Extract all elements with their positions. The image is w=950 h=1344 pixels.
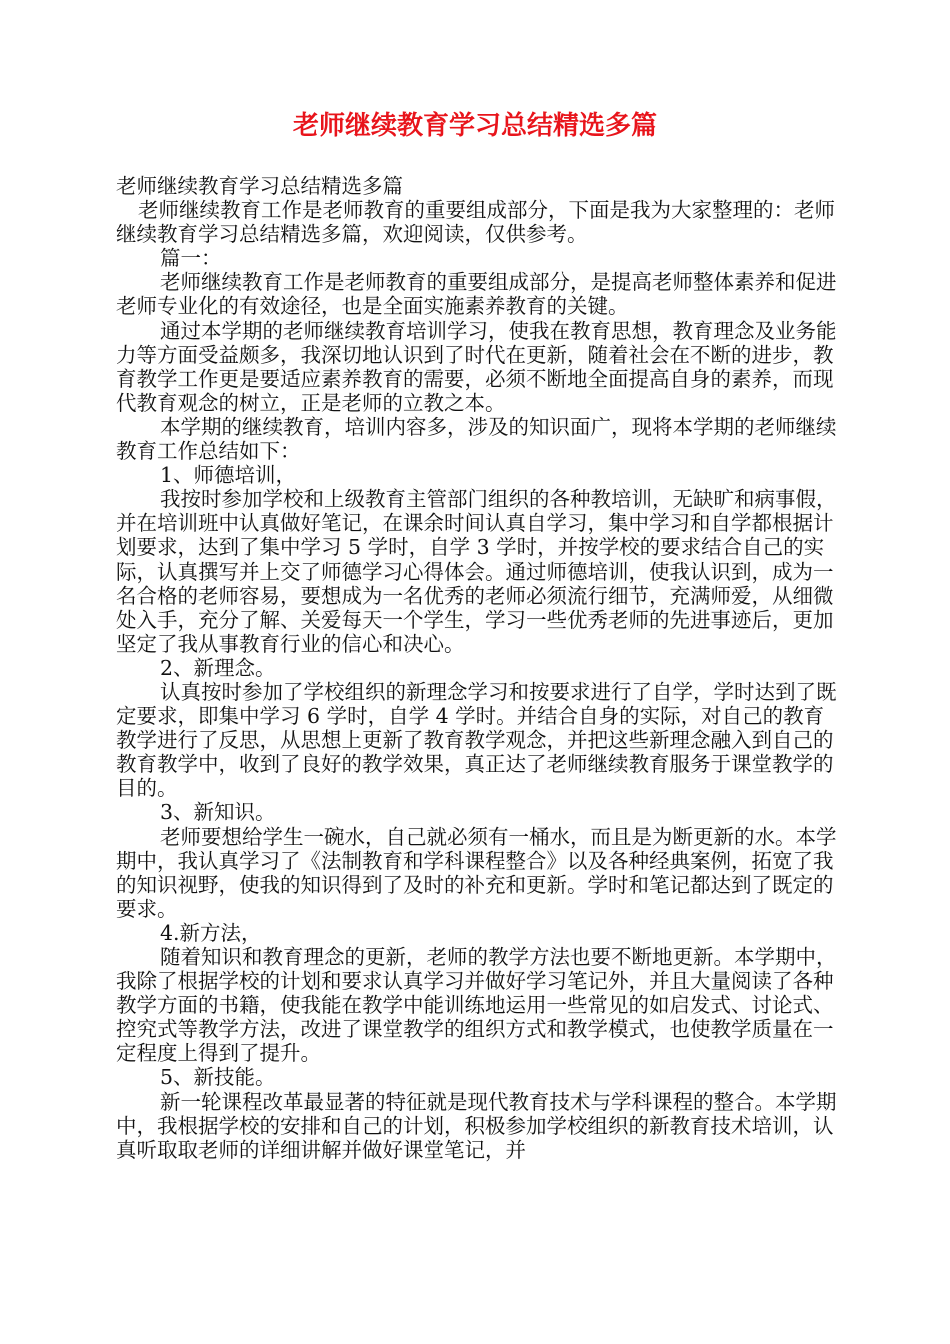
paragraph: 老师要想给学生一碗水，自己就必须有一桶水，而且是为断更新的水。本学期中，我认真学习了《法制教育和学科课程整合》以及各种经典案例，拓宽了我的知识视野，使我的知识得到了及时的补充和更新。学时和笔记都达到了既定的要求。	[116, 824, 837, 921]
paragraph: 随着知识和教育理念的更新，老师的教学方法也要不断地更新。本学期中，我除了根据学校的计划和要求认真学习并做好学习笔记外，并且大量阅读了各种教学方面的书籍，使我能在教学中能训练地运用一些常见的如启发式、讨论式、控究式等教学方法，改进了课堂教学的组织方式和教学模式，也使教学质量在一定程度上得到了提升。	[116, 945, 837, 1066]
paragraph: 老师继续教育工作是老师教育的重要组成部分，是提高老师整体素养和促进老师专业化的有效途径，也是全面实施素养教育的关键。	[116, 270, 837, 319]
paragraph: 2、新理念。	[160, 655, 276, 680]
paragraph: 老师继续教育学习总结精选多篇	[116, 174, 403, 198]
paragraph: 老师继续教育工作是老师教育的重要组成部分，下面是我为大家整理的：老师继续教育学习总结精选多篇，欢迎阅读，仅供参考。	[116, 198, 835, 247]
document-title: 老师继续教育学习总结精选多篇	[292, 111, 657, 141]
paragraph: 3、新知识。	[160, 800, 276, 825]
paragraph: 篇一：	[160, 246, 222, 271]
document-body	[116, 174, 840, 1162]
paragraph: 我按时参加学校和上级教育主管部门组织的各种教培训，无缺旷和病事假，并在培训班中认真做好笔记，在课余时间认真自学习，集中学习和自学都根据计划要求，达到了集中学习 5 学时，自学 3 学时，并按学校的要求结合自己的实际，认真撰写并上交了师德学习心得体会。通过师德培训，使我认识到，成为一名合格的老师容易，要想成为一名优秀的老师必须流行细节，充满师爱，从细微处入手，充分了解、关爱每天一个学生，学习一些优秀老师的先进事迹后，更加坚定了我从事教育行业的信心和决心。	[116, 487, 837, 656]
paragraph: 认真按时参加了学校组织的新理念学习和按要求进行了自学，学时达到了既定要求，即集中学习 6 学时，自学 4 学时。并结合自身的实际，对自己的教育教学进行了反思，从思想上更新了教育教学观念，并把这些新理念融入到自己的教育教学中，收到了良好的教学效果，真正达了老师继续教育服务于课堂教学的目的。	[116, 679, 837, 801]
paragraph: 新一轮课程改革最显著的特征就是现代教育技术与学科课程的整合。本学期中，我根据学校的安排和自己的计划，积极参加学校组织的新教育技术培训，认真听取取老师的详细讲解并做好课堂笔记，并	[116, 1089, 837, 1162]
paragraph: 1、师德培训，	[160, 463, 297, 488]
paragraph: 4.新方法，	[160, 920, 262, 945]
paragraph: 通过本学期的老师继续教育培训学习，使我在教育思想，教育理念及业务能力等方面受益颇多，我深切地认识到了时代在更新，随着社会在不断的进步，教育教学工作更是要适应素养教育的需要，必须不断地全面提高自身的素养，而现代教育观念的树立，正是老师的立教之本。	[116, 318, 837, 415]
paragraph: 5、新技能。	[160, 1065, 276, 1090]
paragraph: 本学期的继续教育，培训内容多，涉及的知识面广，现将本学期的老师继续教育工作总结如下：	[116, 414, 837, 464]
